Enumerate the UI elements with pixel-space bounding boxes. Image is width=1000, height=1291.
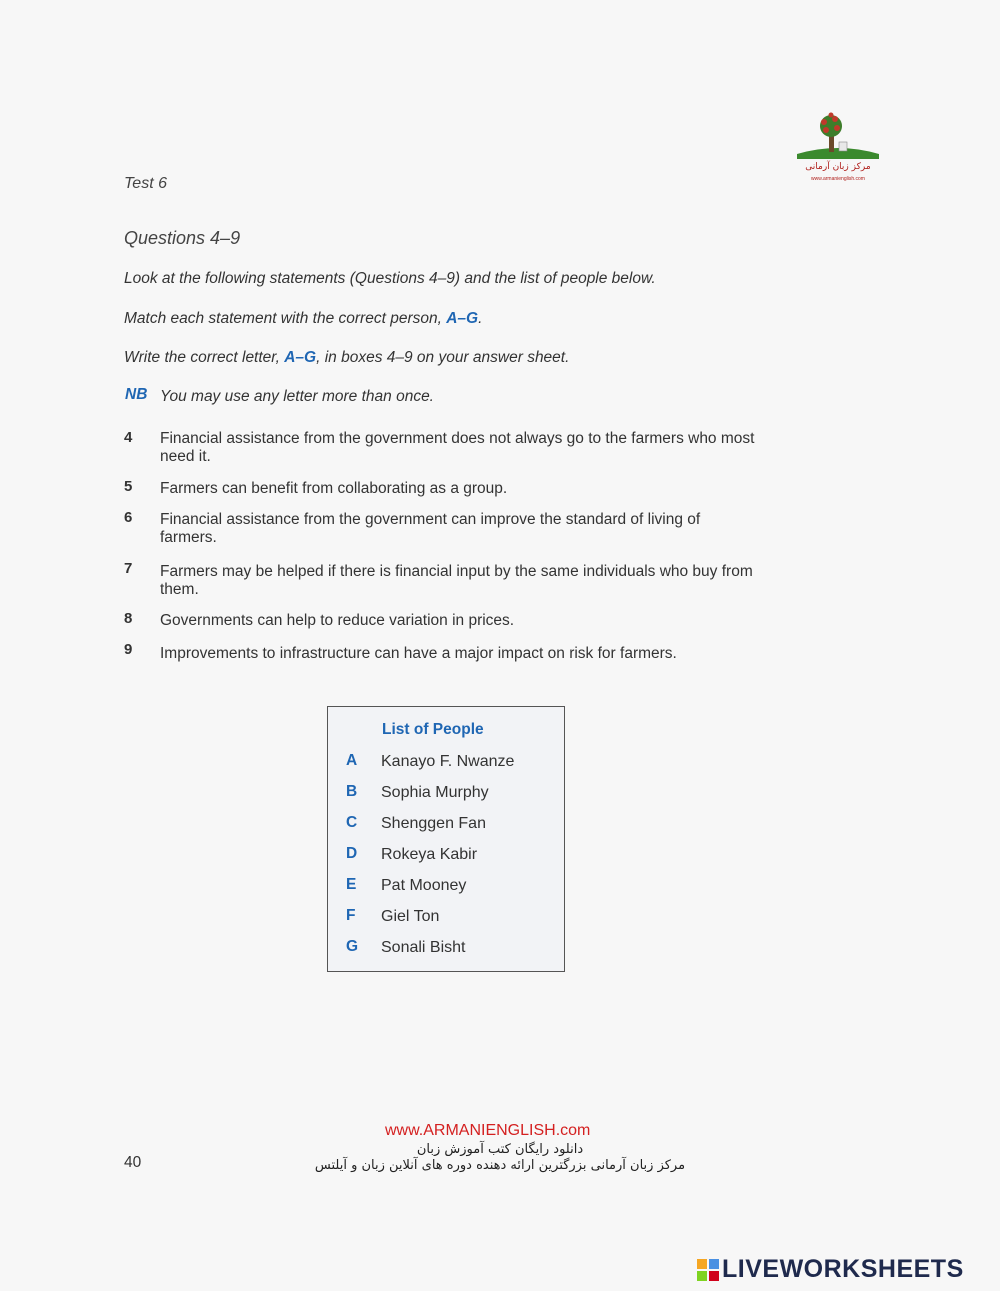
person-name: Rokeya Kabir [381, 846, 478, 863]
instruction-line-2 [124, 310, 482, 328]
person-letter: B [346, 783, 358, 800]
person-letter: E [346, 876, 357, 893]
question-text: Farmers can benefit from collaborating as a group. [160, 480, 508, 497]
person-letter: C [346, 814, 358, 831]
instruction-text: Write the correct letter, [124, 349, 285, 366]
person-letter: D [346, 845, 358, 862]
footer-url[interactable]: www.ARMANIENGLISH.com [385, 1122, 591, 1139]
liveworksheets-logo-icon [697, 1259, 719, 1281]
person-name: Sophia Murphy [381, 784, 489, 801]
question-number: 4 [124, 429, 133, 446]
person-name: Pat Mooney [381, 877, 467, 894]
person-name: Kanayo F. Nwanze [381, 753, 515, 770]
tree-icon [793, 112, 883, 162]
person-letter: A [346, 752, 358, 769]
question-text: Governments can help to reduce variation in prices. [160, 612, 515, 629]
footer-fa-line-2: مرکز زبان آرمانی بزرگترین ارائه دهنده دوره های آنلاین زبان و آیلتس [314, 1158, 686, 1173]
question-number: 8 [124, 610, 133, 627]
armani-logo [793, 112, 883, 187]
question-number: 6 [124, 509, 133, 526]
liveworksheets-name: LIVEWORKSHEETS [722, 1255, 964, 1283]
nb-label: NB [125, 386, 148, 403]
logo-name: مرکز زبان آرمانی [805, 162, 871, 172]
question-number: 7 [124, 560, 133, 577]
nb-text: You may use any letter more than once. [160, 388, 434, 405]
person-letter: G [346, 938, 359, 955]
test-label: Test 6 [124, 175, 167, 192]
person-letter: F [346, 907, 356, 924]
person-name: Sonali Bisht [381, 939, 466, 956]
logo-url: www.armanienglish.com [811, 176, 865, 182]
page-number: 40 [124, 1154, 142, 1171]
instruction-text: Match each statement with the correct person, [124, 310, 447, 327]
letter-range: A–G [446, 310, 479, 327]
instruction-text: , in boxes 4–9 on your answer sheet. [316, 349, 570, 366]
question-number: 5 [124, 478, 133, 495]
footer-fa-line-1: دانلود رایگان کتب آموزش زبان [416, 1142, 584, 1157]
person-name: Shenggen Fan [381, 815, 486, 832]
instruction-line-1: Look at the following statements (Questions 4–9) and the list of people below. [124, 270, 656, 287]
instruction-text: . [478, 310, 483, 327]
question-text: Financial assistance from the government does not always go to the farmers who most need it. [160, 430, 755, 465]
question-text: Farmers may be helped if there is financial input by the same individuals who buy from them. [160, 563, 753, 598]
instruction-line-3 [124, 349, 569, 367]
letter-range: A–G [284, 349, 317, 366]
person-name: Giel Ton [381, 908, 440, 925]
question-text: Financial assistance from the government can improve the standard of living of farmers. [160, 511, 701, 546]
people-list-box [327, 706, 565, 972]
question-number: 9 [124, 641, 133, 658]
people-list-title: List of People [382, 721, 484, 738]
question-text: Improvements to infrastructure can have a major impact on risk for farmers. [160, 645, 677, 662]
questions-title: Questions 4–9 [124, 228, 241, 248]
